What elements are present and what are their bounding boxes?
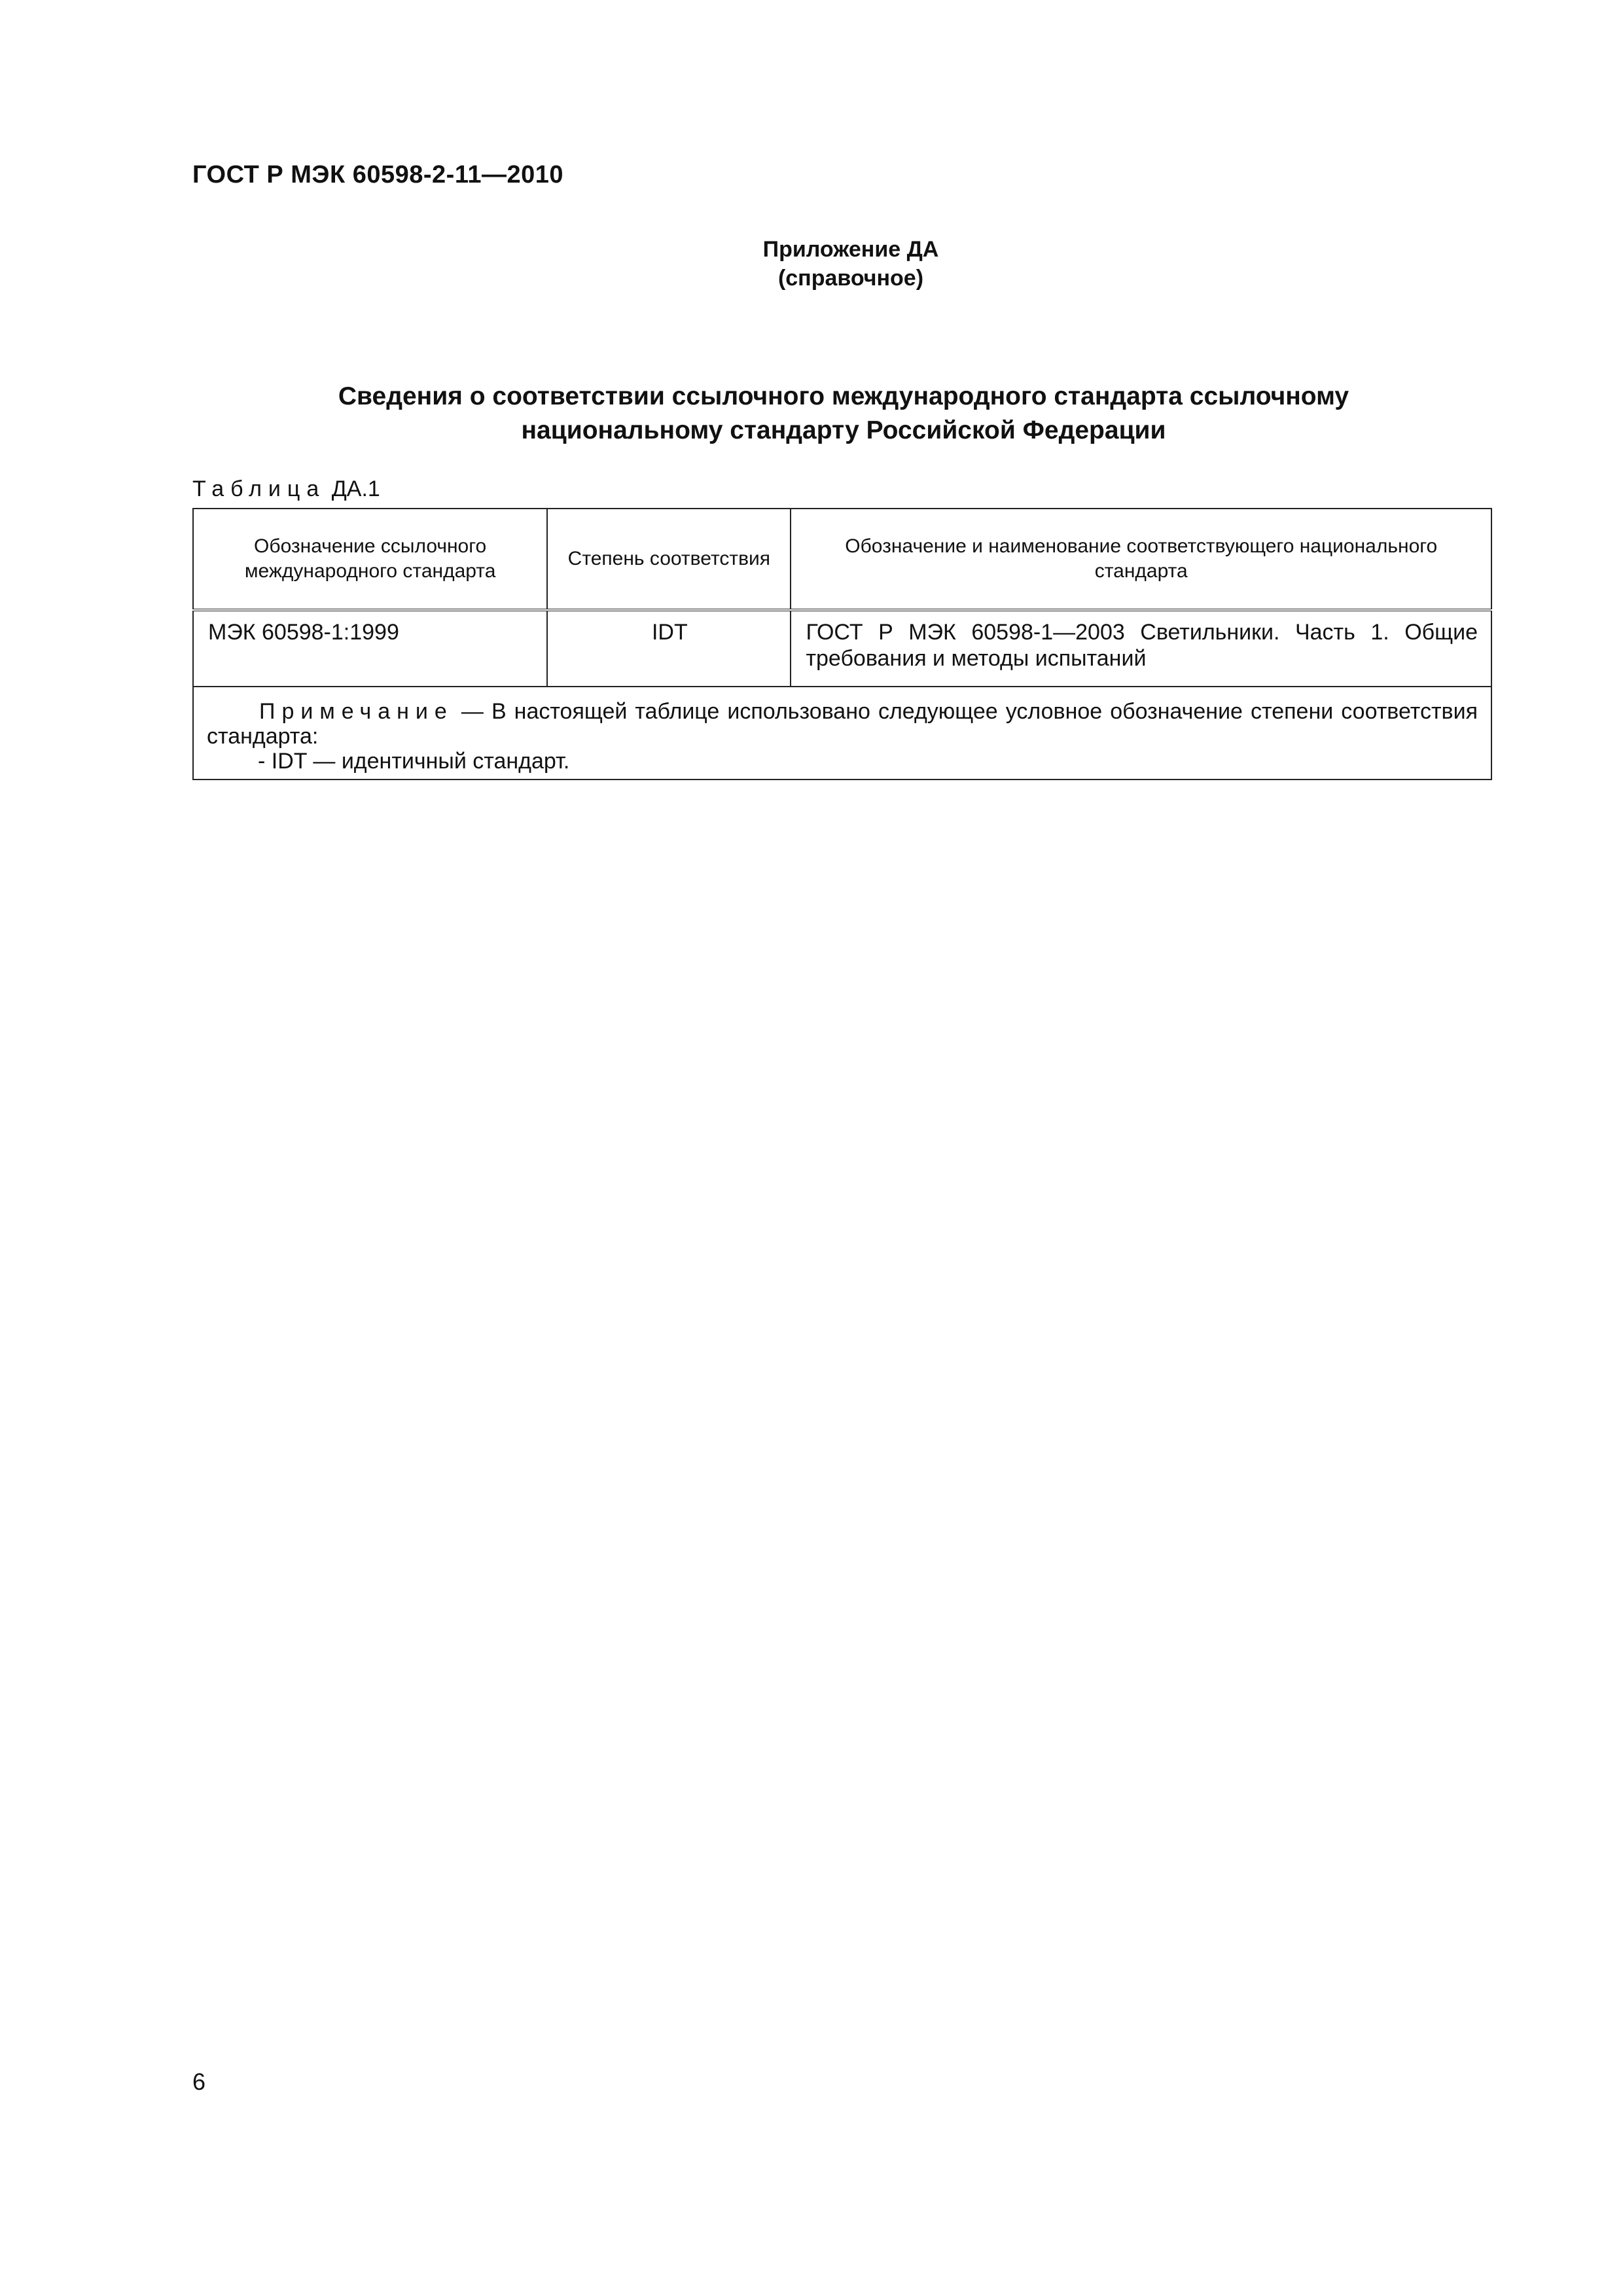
- note-label: Примечание: [259, 699, 454, 724]
- document-code: ГОСТ Р МЭК 60598-2-11—2010: [192, 161, 564, 188]
- cell-degree: IDT: [547, 610, 791, 687]
- cell-national-standard: ГОСТ Р МЭК 60598-1—2003 Светильники. Часть 1. Общие требования и методы испытаний: [791, 610, 1491, 687]
- page-number: 6: [192, 2068, 206, 2095]
- table-note: [193, 687, 1491, 780]
- table-header-row: [193, 509, 1491, 610]
- table-caption: [192, 476, 380, 502]
- table-caption-label: Таблица: [192, 476, 326, 501]
- section-title-line-2: национальному стандарту Российской Федерации: [521, 416, 1166, 444]
- annex-title: Приложение ДА: [762, 237, 939, 262]
- cell-international-standard: МЭК 60598-1:1999: [193, 610, 547, 687]
- note-text-block: [207, 699, 1478, 749]
- note-text: — В настоящей таблице использовано следующее условное обозначение степени соответствия стандарта:: [207, 699, 1478, 749]
- table-note-row: [193, 687, 1491, 780]
- header-degree-of-correspondence: Степень соответствия: [547, 509, 791, 610]
- header-national-standard: Обозначение и наименование соответствующего национального стандарта: [791, 509, 1491, 610]
- section-title-line-1: Сведения о соответствии ссылочного международного стандарта ссылочному: [338, 382, 1349, 410]
- note-item: - IDT — идентичный стандарт.: [258, 749, 570, 774]
- correspondence-table: [192, 508, 1492, 780]
- annex-subtitle: (справочное): [777, 266, 924, 291]
- table-caption-number: ДА.1: [331, 476, 380, 501]
- header-international-standard: Обозначение ссылочного международного стандарта: [193, 509, 547, 610]
- table-row: [193, 610, 1491, 687]
